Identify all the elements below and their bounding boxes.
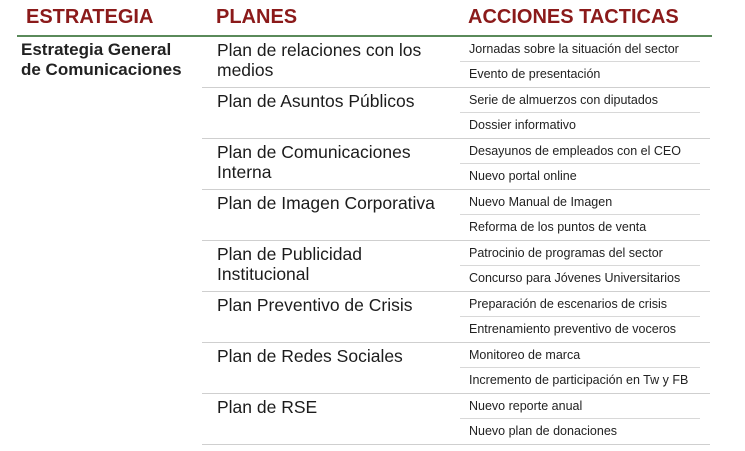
tactical-action-label: Entrenamiento preventivo de voceros — [469, 322, 677, 336]
tactical-action-item — [460, 317, 700, 342]
tactical-action-item — [460, 139, 700, 164]
plan-row — [202, 139, 710, 190]
plan-name: Plan de relaciones con los medios — [217, 40, 422, 80]
tactical-action-item — [460, 419, 700, 444]
plan-name: Plan de RSE — [217, 397, 318, 417]
tactical-action-label: Serie de almuerzos con diputados — [469, 93, 659, 107]
tactical-action-label: Dossier informativo — [469, 118, 576, 132]
plan-name: Plan de Redes Sociales — [217, 346, 403, 366]
plan-divider — [202, 444, 710, 445]
tactical-action-item — [460, 62, 700, 87]
tactical-action-label: Reforma de los puntos de venta — [469, 220, 647, 234]
plan-row — [202, 292, 710, 343]
plan-row — [202, 394, 710, 445]
tactical-action-item — [460, 343, 700, 368]
tactical-action-label: Concurso para Jóvenes Universitarios — [469, 271, 681, 285]
tactical-action-label: Nuevo reporte anual — [469, 399, 583, 413]
plan-name: Plan de Asuntos Públicos — [217, 91, 415, 111]
header-strategy: ESTRATEGIA — [26, 6, 154, 28]
tactical-action-label: Evento de presentación — [469, 67, 601, 81]
plan-row — [202, 37, 710, 88]
tactical-action-item — [460, 368, 700, 393]
tactical-action-label: Incremento de participación en Tw y FB — [469, 373, 689, 387]
strategy-line-1: Estrategia General — [21, 40, 172, 59]
plan-name: Plan de Comunicaciones Interna — [217, 142, 411, 182]
tactical-action-label: Desayunos de empleados con el CEO — [469, 144, 681, 158]
header-actions: ACCIONES TACTICAS — [468, 6, 679, 28]
tactical-action-item — [460, 113, 700, 138]
header-plans: PLANES — [216, 6, 298, 28]
tactical-action-label: Nuevo plan de donaciones — [469, 424, 618, 438]
tactical-action-label: Preparación de escenarios de crisis — [469, 297, 668, 311]
tactical-action-label: Patrocinio de programas del sector — [469, 246, 663, 260]
plan-row — [202, 190, 710, 241]
plan-row — [202, 343, 710, 394]
tactical-action-label: Monitoreo de marca — [469, 348, 581, 362]
tactical-action-item — [460, 37, 700, 62]
strategy-line-2: de Comunicaciones — [21, 60, 182, 79]
tactical-action-item — [460, 190, 700, 215]
tactical-action-label: Jornadas sobre la situación del sector — [469, 42, 679, 56]
plan-row — [202, 241, 710, 292]
tactical-action-item — [460, 394, 700, 419]
tactical-action-item — [460, 164, 700, 189]
plan-row — [202, 88, 710, 139]
tactical-action-label: Nuevo Manual de Imagen — [469, 195, 613, 209]
plan-name: Plan de Imagen Corporativa — [217, 193, 435, 213]
strategy-cell — [21, 40, 206, 80]
tactical-action-item — [460, 292, 700, 317]
tactical-action-label: Nuevo portal online — [469, 169, 577, 183]
tactical-action-item — [460, 88, 700, 113]
tactical-action-item — [460, 215, 700, 240]
plan-name: Plan Preventivo de Crisis — [217, 295, 413, 315]
tactical-action-item — [460, 241, 700, 266]
tactical-action-item — [460, 266, 700, 291]
plan-name: Plan de Publicidad Institucional — [217, 244, 362, 284]
